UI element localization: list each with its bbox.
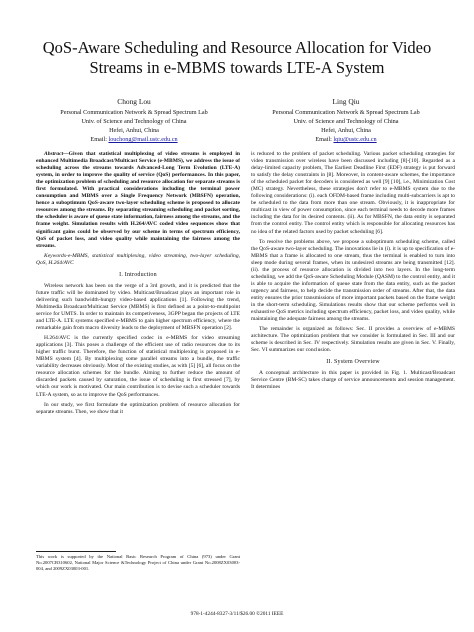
abstract (36, 151, 240, 250)
body-paragraph-4: A conceptual architecture in this paper is provided in Fig. 1. Multicast/Broadcast Service Centre (BM-SC) takes charge of service announcements and session management. It determines (251, 370, 455, 391)
author-block-1 (34, 97, 234, 144)
intro-paragraph-2: H.264/AVC is the currently specified codec in e-MBMS for video streaming applications [3]. This poses a challenge of the efficient use of radio resources due to its higher traffic burst. Therefore, the function of statistical multiplexing is proposed in e-MBMS system [4]. By multiplexing some parallel streams into a bundle, the traffic variability decreases obviously. Most of the existing studies, as with [5] [6], all focus on the resource allocation schemes for the bundle. Aiming to further reduce the amount of discarded packets caused by saturation, the issue of scheduling is first stressed [7], by which our work is motivated. Our main contribution is to devise such a scheduler towards LTE-A system, so as to improve the QoS performances. (36, 335, 240, 398)
author-affiliation: Personal Communication Network & Spread Spectrum Lab (60, 109, 208, 116)
abstract-text: —Given that statistical multiplexing of video streams is employed in enhanced Multimedia Broadcast/Multicast Service (e-MBMS), we address the issue of scheduling across the streams towards Advanced-Long Term Evolution (LTE-A) system, in order to improve the quality of service (QoS) performances. In this paper, the optimization problem of scheduling and resource allocation for separate streams is first formulated. With practical considerations including the terminal power consumption and MBMS over a Single Frequency Network (MBSFN) operation, hence a suboptimum QoS-aware two-layer scheduling scheme is proposed to allocate resources among the streams. By separating streaming scheduling and packet sorting, the scheduler is aware of queue state information, fairness among the streams, and the frame weight. Simulation results with H.264/AVC coded video sequences show that significant gains could be observed by our scheme in terms of spectrum efficiency, QoS of packet loss, and video quality while maintaining the fairness among the streams. (36, 151, 240, 249)
author-email-line (246, 135, 446, 144)
author-block-2 (246, 97, 446, 144)
author-name: Ling Qiu (332, 97, 360, 106)
paper-title: QoS-Aware Scheduling and Resource Allocation for Video Streams in e-MBMS towards LTE-A System (42, 38, 432, 77)
author-affiliation: Personal Communication Network & Spread Spectrum Lab (272, 109, 420, 116)
intro-paragraph-3: In our study, we first formulate the optimization problem of resource allocation for separate streams. Then, we show that it (36, 401, 240, 415)
body-paragraph-2: To resolve the problems above, we propose a suboptimum scheduling scheme, called the QoS-aware two-layer scheduling. The innovations lie in (i). it is up to specification of e-MBMS that a frame is allocated to one stream, thus the terminal is enabled to turn into sleep mode during several frames, when its undesired streams are being transmitted [12]. (ii). the process of resource allocation is divided into two layers. In the long-term scheduling, we add the QoS-aware Scheduling Module (QASM) to the control entity, and it is able to acquire the information of queue state from the data entity, such as the packet urgency and fairness, to help decide the transmission order of streams. After that, the data entity ensures the prior transmissions of more important packets based on the frame weight in the short-term scheduling. Simulations results show that our scheme performs well in exhaustive QoS metrics including spectrum efficiency, packet loss, and video quality, while maintaining the adequate fairness among the streams. (251, 238, 455, 323)
author-email-link[interactable]: lqiu@ustc.edu.cn (333, 136, 377, 143)
right-column (251, 151, 455, 395)
keywords-text: e-MBMS, statistical multiplexing, video streaming, two-layer scheduling, QoS, H.264/AVC (36, 252, 240, 266)
body-paragraph-1: is reduced to the problem of packet scheduling. Various packet scheduling strategies for video transmission over wireless have been discussed including [8]-[10]. Regarded as a delay-limited capacity problem, The Earliest Deadline First (EDF) strategy is put forward to satisfy the delay constraints in [8]. Moreover, in content-aware schemes, the importance of the scheduled packet for decoders is considered as well [9] [10], i.e., Minimization Cost (MC) strategy. Nevertheless, these strategies don't refer to e-MBMS system due to the following considerations: (i). each OFDM-based frame including multi-subcarriers is apt to be scheduled to the data from more than one stream. Obviously, it is inappropriate for multicast in view of power consumption, since each terminal needs to decode more frames including the data for its desired contents. (ii). As for MBSFN, the data entity is separated from the control entity. The control entity which is responsible for allocating resources has no idea of the related factors used by packet scheduling [6]. (251, 151, 455, 235)
keywords-label: Keywords- (44, 252, 68, 259)
section-heading-introduction: I. Introduction (119, 271, 157, 278)
intro-paragraph-1: Wireless network has been on the verge of a 3rd growth, and it is predicted that the future traffic will be dominated by video. Multicast/Broadcast plays an important role in delivering such bandwidth-hungry video-based applications [1]. Following the trend, Multimedia Broadcast/Multicast Service (MBMS) is first defined as a point-to-multipoint service for UMTS. In order to maintain its competiveness, 3GPP began the projects of LTE and LTE-A. LTE systems specified e-MBMS to gain higher spectrum efficiency, where the remarkable gain from macro diversity leads to the deployment of MBSFN operation [2]. (36, 282, 240, 332)
section-heading-system-overview: II. System Overview (326, 359, 380, 366)
author-location: Hefei, Anhui, China (321, 127, 371, 134)
author-location: Hefei, Anhui, China (109, 127, 159, 134)
page-footer: 978-1-4244-8327-3/11/$26.00 ©2011 IEEE (190, 611, 284, 617)
footnote: This work is supported by the National Basic Research Program of China (973) under Grant No.2007CB310602, National Major Science &Technology Project of China under Grant No.2008ZX03003-004, and 2009ZX03003-001. (36, 554, 240, 571)
footnote-divider (36, 551, 116, 552)
email-label: Email: (90, 136, 107, 143)
keywords (36, 253, 240, 267)
author-email-link[interactable]: louchong@mail.ustc.edu.cn (108, 136, 178, 143)
author-name: Chong Lou (117, 97, 151, 106)
author-university: Univ. of Science and Technology of China (293, 118, 399, 125)
email-label: Email: (315, 136, 332, 143)
author-university: Univ. of Science and Technology of China (81, 118, 187, 125)
left-column (36, 151, 240, 419)
body-paragraph-3: The remainder is organized as follows: Sec. II provides a overview of e-MBMS architecture. The optimization problem that we consider is formulated in Sec. III and our scheme is described in Sec. IV respectively. Simulation results are given in Sec. V. Finally, Sec. VI summarizes our conclusion. (251, 326, 455, 354)
abstract-label: Abstract (44, 151, 64, 157)
author-email-line (34, 135, 234, 144)
